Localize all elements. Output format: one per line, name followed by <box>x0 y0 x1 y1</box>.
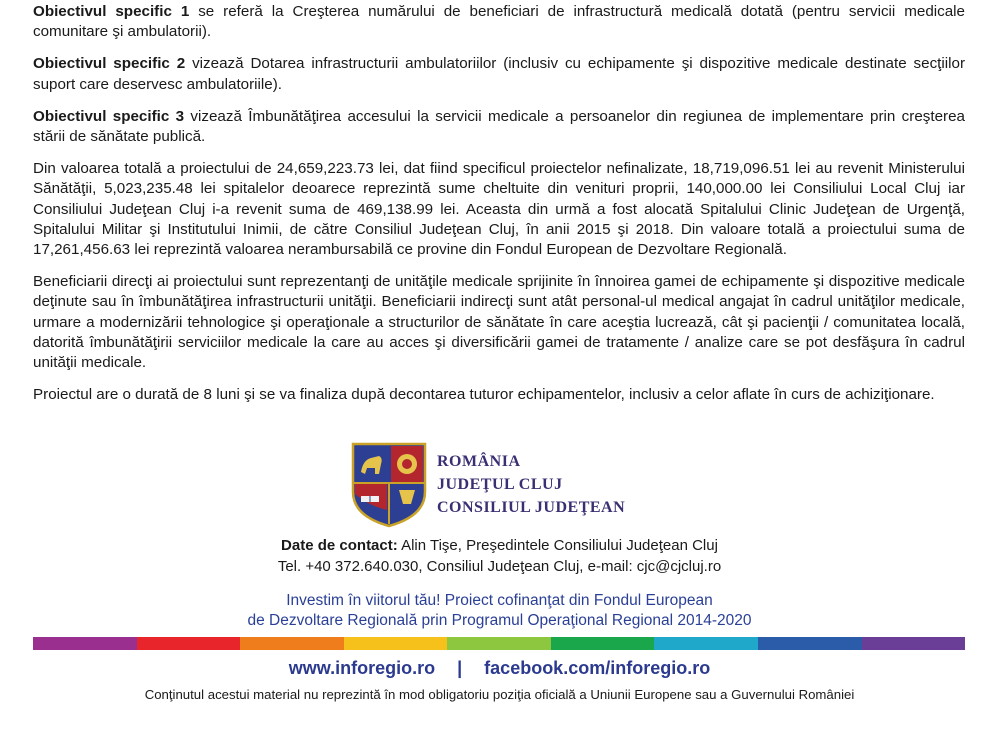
footer-links <box>0 656 999 680</box>
objective-3-paragraph <box>33 107 965 147</box>
beneficiaries-paragraph: Beneficiarii direcţi ai proiectului sunt reprezentanţi de unităţile medicale sprijinite în înnoirea gamei de echipamente şi dispozitive medicale deţinute sau în îmbunătăţirea infrastructurii unităţii. Beneficiarii indirecţi sunt atât personal-ul medical angajat în cadrul unităţilor medicale, urmare a modernizării tehnologice şi operaţionale a structurilor de sănătate în care aceştia lucrează, cât şi pacienţii / comunitatea locală, datorită îmbunătăţirii serviciilor medicale la care au acces şi diversificării gamei de tratamente / analize care se pot desfăşura în cadrul unităţii medicale. <box>33 273 965 372</box>
objective-1-heading: Obiectivul specific 1 <box>33 3 190 20</box>
contact-info <box>0 535 999 577</box>
tagline-line-1: Investim în viitorul tău! Proiect cofinanţat din Fondul European <box>286 592 713 609</box>
cluj-county-council-logo <box>346 440 652 528</box>
objective-2-paragraph <box>33 54 965 94</box>
contact-label: Date de contact: <box>281 537 398 554</box>
logo-line-consiliu: CONSILIUL JUDEŢEAN <box>437 498 626 516</box>
eu-disclaimer: Conţinutul acestui material nu reprezintă în mod obligatoriu poziţia oficială a Uniunii Europene sau a Guvernului României <box>144 687 855 702</box>
contact-person: Alin Tişe, Preşedintele Consiliului Judeţean Cluj <box>397 537 718 554</box>
stripe-segment <box>551 637 655 650</box>
funding-tagline <box>0 591 999 631</box>
logo-text <box>437 450 625 519</box>
link-separator: | <box>457 658 463 678</box>
stripe-segment <box>33 637 137 650</box>
rainbow-stripe <box>33 637 965 650</box>
objective-3-text: vizează Îmbunătăţirea accesului la servicii medicale a persoanelor din regiunea de implementare prin creşterea stării de sănătate publică. <box>33 107 965 146</box>
inforegio-website-link[interactable]: www.inforegio.ro <box>288 658 436 678</box>
document-body <box>33 2 965 417</box>
stripe-segment <box>137 637 241 650</box>
duration-paragraph: Proiectul are o durată de 8 luni şi se va finaliza după decontarea tuturor echipamentelor, inclusiv a celor aflate în curs de achiziţionare. <box>33 386 935 404</box>
inforegio-facebook-link[interactable]: facebook.com/inforegio.ro <box>484 658 711 678</box>
logo-line-romania: ROMÂNIA <box>437 452 521 470</box>
stripe-segment <box>654 637 758 650</box>
project-value-paragraph: Din valoarea totală a proiectului de 24,659,223.73 lei, dat fiind specificul proiectelor nefinalizate, 18,719,096.51 lei au revenit Ministerului Sănătăţii, 5,023,235.48 lei spitalelor deoarece reprezintă sume cheltuite din venituri proprii, 140,000.00 lei Consiliului Local Cluj iar Consiliului Judeţean Cluj i-a revenit suma de 469,138.99 lei. Aceasta din urmă a fost alocată Spitalului Clinic Judeţean de Urgenţă, Spitalului Militar şi Institutului Inimii, de către Consiliul Judeţean Cluj, în anii 2015 şi 2018. Din valoare totală a proiectului suma de 17,261,456.63 lei reprezintă valoarea nerambursabilă ce provine din Fondul European de Dezvoltare Regională. <box>33 160 965 259</box>
objective-2-heading: Obiectivul specific 2 <box>33 55 186 73</box>
stripe-segment <box>447 637 551 650</box>
tagline-line-2: de Dezvoltare Regională prin Programul Operaţional Regional 2014-2020 <box>247 612 752 629</box>
objective-3-heading: Obiectivul specific 3 <box>33 107 185 125</box>
stripe-segment <box>862 637 966 650</box>
stripe-segment <box>758 637 862 650</box>
stripe-segment <box>344 637 448 650</box>
contact-line-2: Tel. +40 372.640.030, Consiliul Judeţean Cluj, e-mail: cjc@cjcluj.ro <box>277 558 722 575</box>
contact-line-1 <box>0 535 999 556</box>
objective-1-paragraph <box>33 2 965 42</box>
objective-2-text: vizează Dotarea infrastructurii ambulatoriilor (inclusiv cu echipamente şi dispozitive medicale destinate secţiilor suport care deservesc ambulatoriile). <box>33 55 966 93</box>
stripe-segment <box>240 637 344 650</box>
logo-line-judet: JUDEŢUL CLUJ <box>437 475 563 493</box>
coat-of-arms-icon <box>349 440 429 528</box>
objective-1-text: se referă la Creşterea numărului de beneficiari de infrastructură medicală dotată (pentru servicii medicale comunitare şi ambulatorii). <box>33 3 966 41</box>
